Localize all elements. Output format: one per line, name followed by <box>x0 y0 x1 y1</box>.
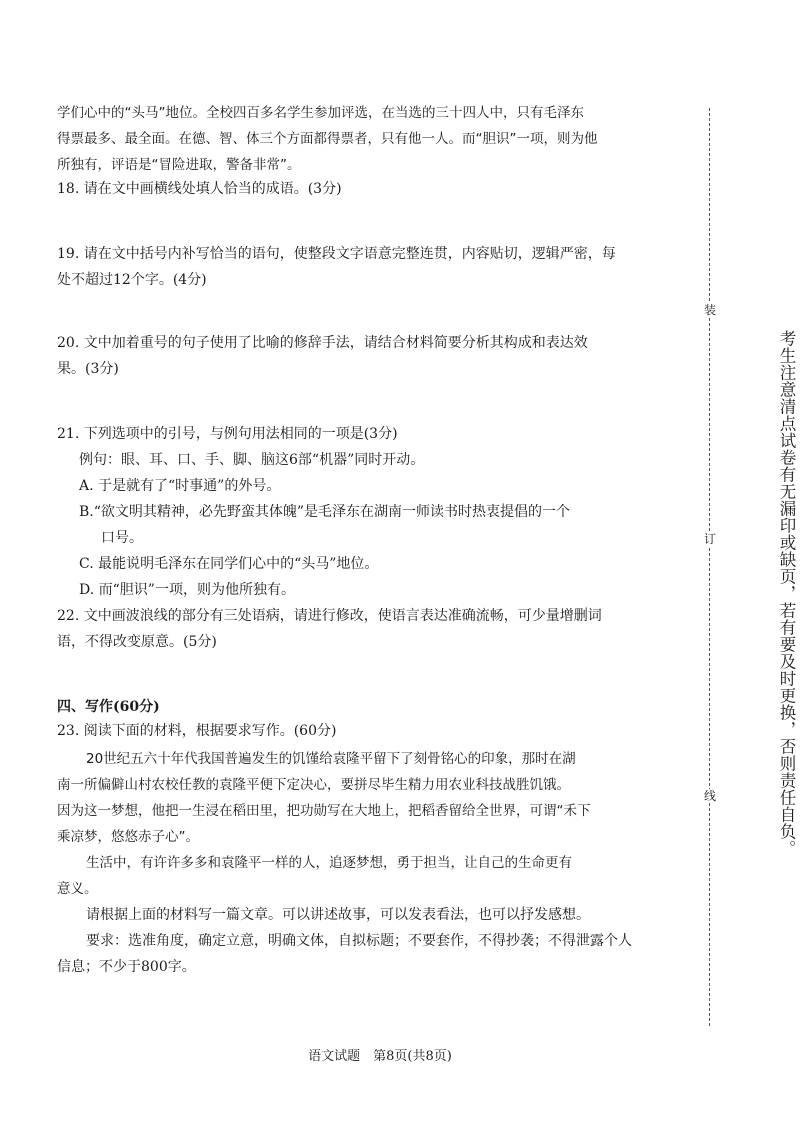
question-23-stem: 23. 阅读下面的材料，根据要求写作。(60分) <box>57 723 337 739</box>
material-line: 因为这一梦想，他把一生浸在稻田里，把功勋写在大地上，把稻香留给全世界，可谓“禾下 <box>57 803 591 819</box>
question-19-line: 处不超过12个字。(4分) <box>57 272 207 288</box>
question-21-option: B.“欲文明其精神，必先野蛮其体魄”是毛泽东在湖南一师读书时热衷提倡的一个 <box>79 504 571 520</box>
writing-requirements: 信息；不少于800字。 <box>57 959 196 975</box>
material-line: 20世纪五六十年代我国普遍发生的饥馑给袁隆平留下了刻骨铭心的印象，那时在湖 <box>86 751 576 767</box>
binding-mark-xian: 线 <box>703 789 716 803</box>
passage-line: 得票最多、最全面。在德、智、体三个方面都得票者，只有他一人。而“胆识”一项，则为他 <box>57 131 598 147</box>
question-21-option: 口号。 <box>101 530 143 546</box>
question-21-option: C. 最能说明毛泽东在同学们心中的“头马”地位。 <box>79 556 379 572</box>
section-heading: 四、写作(60分) <box>57 699 160 715</box>
question-21-stem: 21. 下列选项中的引号，与例句用法相同的一项是(3分) <box>57 426 398 442</box>
binding-mark-ding: 订 <box>703 532 716 546</box>
writing-requirements: 要求：选准角度，确定立意，明确文体，自拟标题；不要套作，不得抄袭；不得泄露个人 <box>86 933 632 949</box>
passage-line: 所独有，评语是“冒险进取，警备非常”。 <box>57 157 301 173</box>
question-21-option: D. 而“胆识”一项，则为他所独有。 <box>79 582 295 598</box>
question-21-option: A. 于是就有了“时事通”的外号。 <box>79 478 281 494</box>
question-18: 18. 请在文中画横线处填人恰当的成语。(3分) <box>57 181 342 197</box>
question-20-line: 20. 文中加着重号的句子使用了比喻的修辞手法，请结合材料简要分析其构成和表达效 <box>57 335 588 351</box>
question-21-example: 例句：眼、耳、口、手、脚、脑这6部“机器”同时开动。 <box>79 452 425 468</box>
binding-mark-zhuang: 装 <box>703 303 716 317</box>
question-20-line: 果。(3分) <box>57 361 119 377</box>
side-notice: 考生注意清点试卷有无漏印或缺页，若有要及时更换，否则责任自负。 <box>777 330 796 857</box>
passage-line: 学们心中的“头马”地位。全校四百多名学生参加评选，在当选的三十四人中，只有毛泽东 <box>57 105 584 121</box>
question-22-line: 语，不得改变原意。(5分) <box>57 634 217 650</box>
question-19-line: 19. 请在文中括号内补写恰当的语句，使整段文字语意完整连贯，内容贴切，逻辑严密，每 <box>57 246 616 262</box>
material-line: 生活中，有许许多多和袁隆平一样的人，追逐梦想，勇于担当，让自己的生命更有 <box>86 855 572 871</box>
writing-instruction: 请根据上面的材料写一篇文章。可以讲述故事，可以发表看法，也可以抒发感想。 <box>86 907 590 923</box>
page-footer: 语文试题 第8页(共8页) <box>308 1049 452 1064</box>
question-22-line: 22. 文中画波浪线的部分有三处语病，请进行修改，使语言表达准确流畅，可少量增删词 <box>57 608 602 624</box>
binding-line <box>709 108 710 1026</box>
material-line: 南一所偏僻山村农校任教的袁隆平便下定决心，要拼尽毕生精力用农业科技战胜饥饿。 <box>57 777 570 793</box>
material-line: 意义。 <box>57 881 98 897</box>
material-line: 乘凉梦，悠悠赤子心”。 <box>57 829 199 845</box>
